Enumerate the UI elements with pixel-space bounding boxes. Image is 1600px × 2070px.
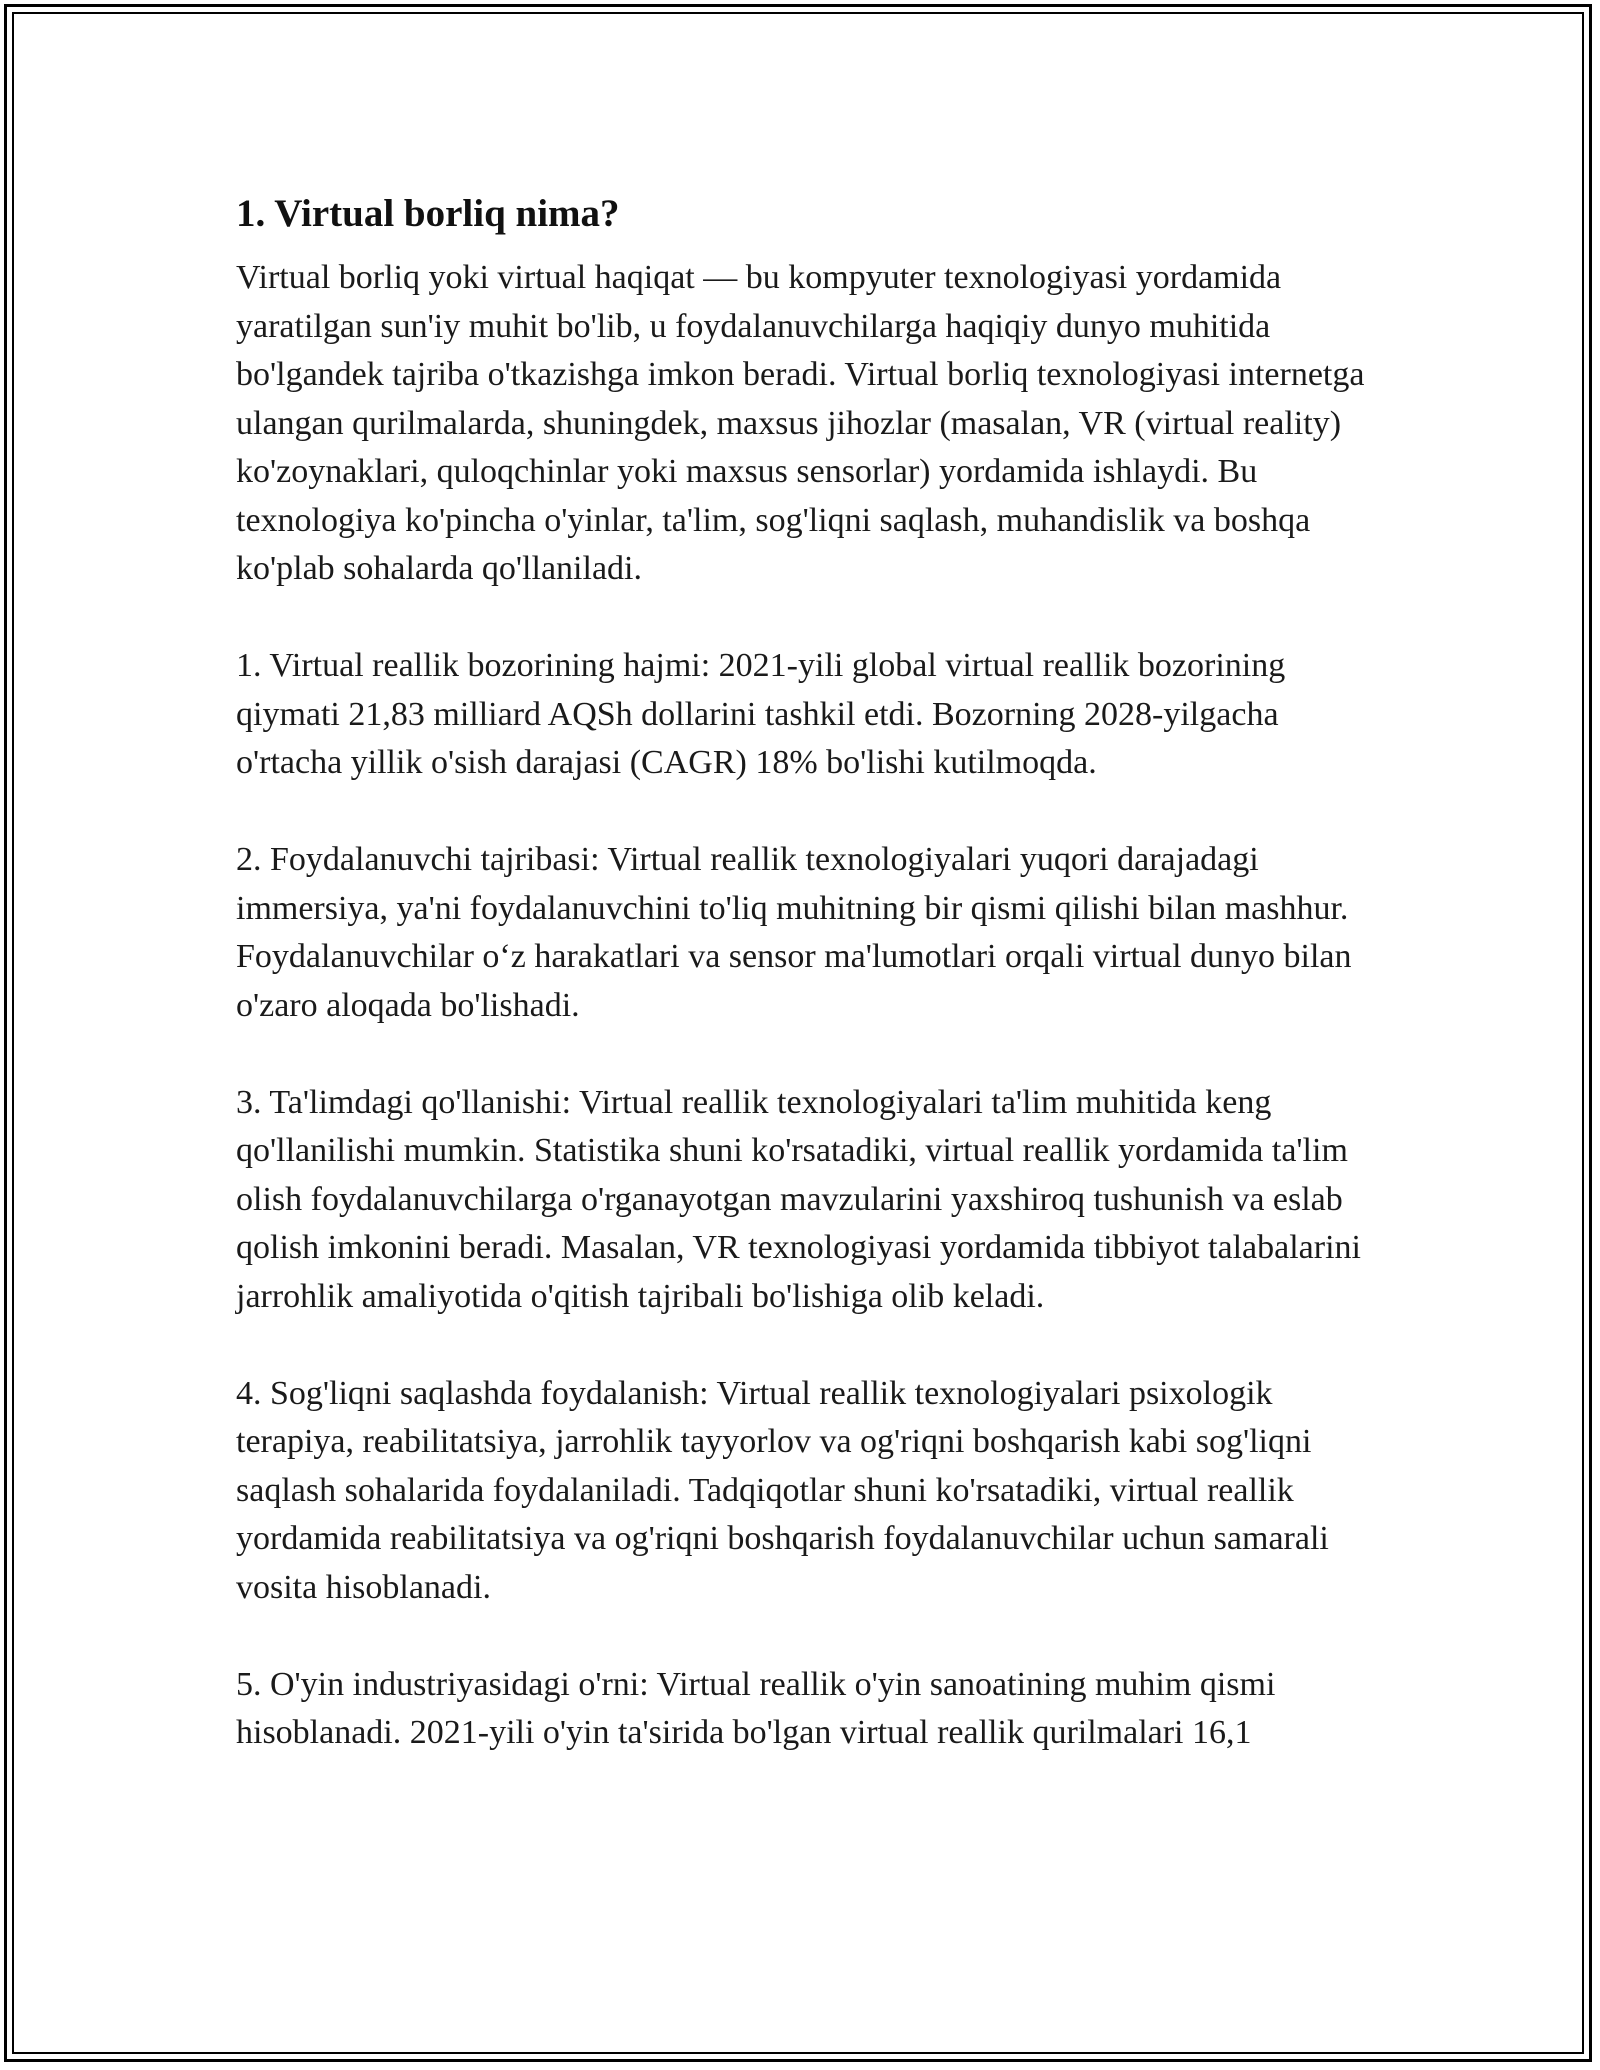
paragraph-user-experience: 2. Foydalanuvchi tajribasi: Virtual reallik texnologiyalari yuqori darajadagi immersiya, ya'ni foydalanuvchini to'liq muhitning bir qismi qilishi bilan mashhur. Foydalanuvchilar o‘z harakatlari va sensor ma'lumotlari orqali virtual dunyo bilan o'zaro aloqada bo'lishadi. [236, 841, 1352, 1024]
paragraph-education: 3. Ta'limdagi qo'llanishi: Virtual reallik texnologiyalari ta'lim muhitida keng qo'llanilishi mumkin. Statistika shuni ko'rsatadiki, virtual reallik yordamida ta'lim olish foydalanuvchilarga o'rganayotgan mavzularini yaxshiroq tushunish va eslab qolish imkonini beradi. Masalan, VR texnologiyasi yordamida tibbiyot talabalarini jarrohlik amaliyotida o'qitish tajribali bo'lishiga olib keladi. [236, 1083, 1361, 1315]
intro-paragraph: Virtual borliq yoki virtual haqiqat — bu kompyuter texnologiyasi yordamida yaratilgan sun'iy muhit bo'lib, u foydalanuvchilarga haqiqiy dunyo muhitida bo'lgandek tajriba o'tkazishga imkon beradi. Virtual borliq texnologiyasi internetga ulangan qurilmalarda, shuningdek, maxsus jihozlar (masalan, VR (virtual reality) ko'zoynaklari, quloqchinlar yoki maxsus sensorlar) yordamida ishlaydi. Bu texnologiya ko'pincha o'yinlar, ta'lim, sog'liqni saqlash, muhandislik va boshqa ko'plab sohalarda qo'llaniladi. [236, 259, 1365, 587]
document-body [236, 186, 1386, 1758]
paragraph-healthcare: 4. Sog'liqni saqlashda foydalanish: Virtual reallik texnologiyalari psixologik terapiya, reabilitatsiya, jarrohlik tayyorlov va og'riqni boshqarish kabi sog'liqni saqlash sohalarida foydalaniladi. Tadqiqotlar shuni ko'rsatadiki, virtual reallik yordamida reabilitatsiya va og'riqni boshqarish foydalanuvchilar uchun samarali vosita hisoblanadi. [236, 1374, 1329, 1606]
section-heading: 1. Virtual borliq nima? [236, 192, 620, 235]
paragraph-gaming: 5. O'yin industriyasidagi o'rni: Virtual reallik o'yin sanoatining muhim qismi hisoblanadi. 2021-yili o'yin ta'sirida bo'lgan virtual reallik qurilmalari 16,1 [236, 1665, 1276, 1751]
paragraph-market-size: 1. Virtual reallik bozorining hajmi: 2021-yili global virtual reallik bozorining qiymati 21,83 milliard AQSh dollarini tashkil etdi. Bozorning 2028-yilgacha o'rtacha yillik o'sish darajasi (CAGR) 18% bo'lishi kutilmoqda. [236, 647, 1286, 781]
